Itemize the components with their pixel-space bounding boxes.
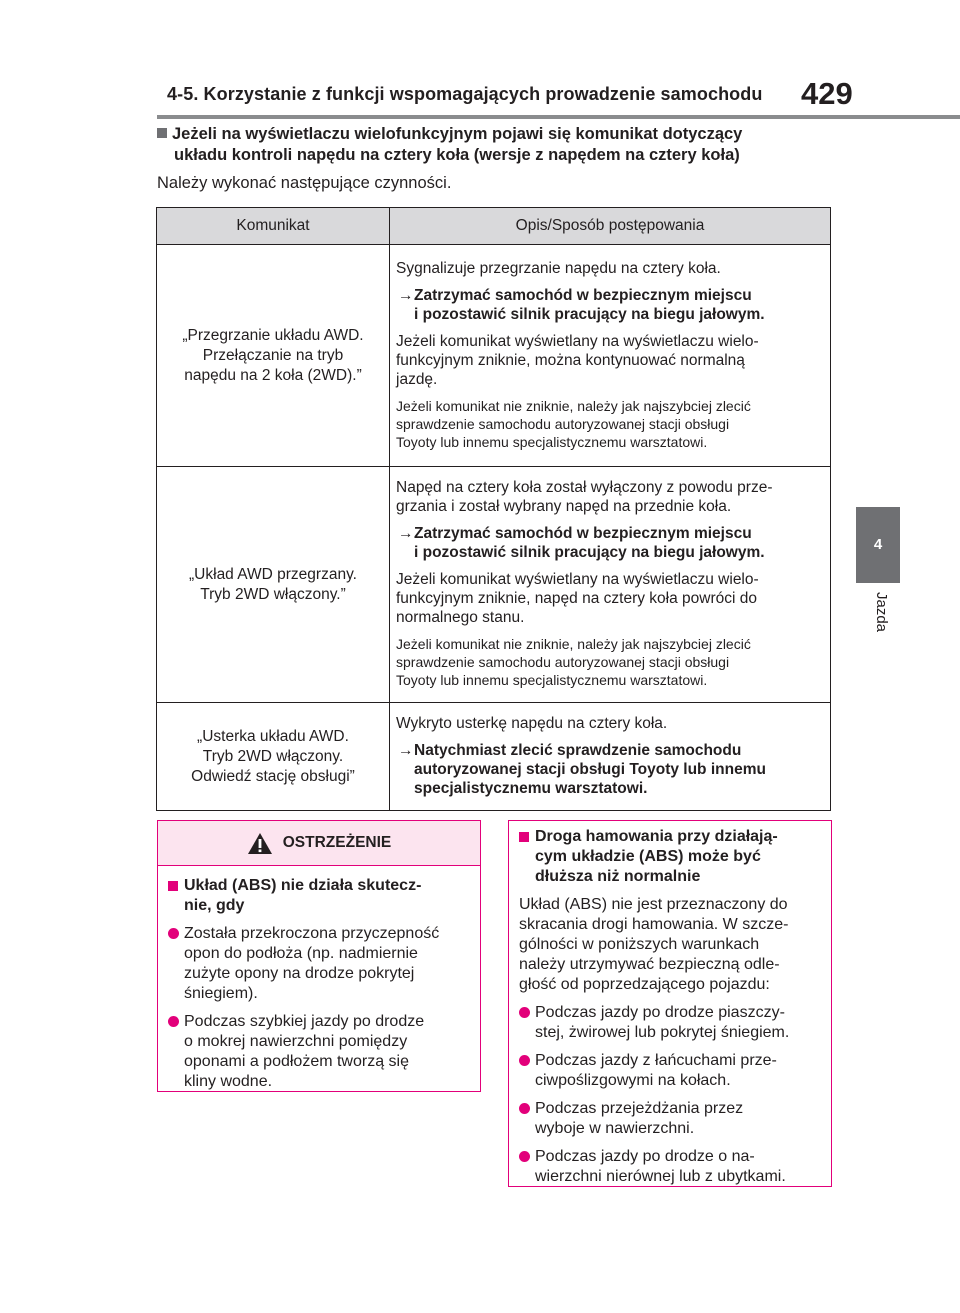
page-number: 429	[801, 76, 853, 111]
column-header-message: Komunikat	[157, 208, 390, 245]
info-text: Układ (ABS) nie jest przeznaczony do skracania drogi hamowania. W szcze- gólności w poniższych warunkach należy utrzymywać bezpieczną odle- głość od poprzedzającego pojazdu:	[519, 896, 789, 993]
chapter-title: 4-5. Korzystanie z funkcji wspomagających prowadzenie samochodu	[167, 84, 763, 104]
warning-title: OSTRZEŻENIE	[282, 834, 392, 851]
description-cell: Wykryto usterkę napędu na cztery koła. → Natychmiast zlecić sprawdzenie samochodu autoryzowanej stacji obsługi Toyoty lub innemu specjalistycznemu warsztatowi.	[390, 703, 831, 811]
message-cell: „Układ AWD przegrzany. Tryb 2WD włączony.”	[157, 467, 390, 703]
arrow-icon: →	[398, 286, 414, 304]
table-row	[157, 467, 831, 703]
bullet-dot-icon	[519, 1055, 530, 1066]
list-item: Podczas przejeżdżania przez wyboje w nawierzchni.	[519, 1099, 823, 1139]
column-header-description: Opis/Sposób postępowania	[390, 208, 831, 245]
bullet-dot-icon	[519, 1151, 530, 1162]
description-cell: Sygnalizuje przegrzanie napędu na cztery koła. → Zatrzymać samochód w bezpiecznym miejscu i pozostawić silnik pracujący na biegu jałowym. Jeżeli komunikat wyświetlany na wyświetlaczu wielo- funkcyjnym zniknie, można kontynuować normalną jazdę. Jeżeli komunikat nie zniknie, należy jak najszybciej zlecić sprawdzenie samochodu autoryzowanej stacji obsługi Toyoty lub innemu specjalistycznemu warsztatowi.	[390, 245, 831, 467]
list-item: Podczas jazdy z łańcuchami prze- ciwpoślizgowymi na kołach.	[519, 1051, 823, 1091]
chapter-tab-label: Jazda	[873, 592, 890, 633]
bullet-dot-icon	[519, 1103, 530, 1114]
header-divider	[157, 115, 960, 119]
warning-heading: Układ (ABS) nie działa skutecz- nie, gdy	[168, 876, 468, 916]
table-row	[157, 245, 831, 467]
list-item: Została przekroczona przyczepność opon do podłoża (np. nadmiernie zużyte opony na drodze pokrytej śniegiem).	[168, 924, 468, 1004]
action-instruction: → Zatrzymać samochód w bezpiecznym miejscu i pozostawić silnik pracujący na biegu jałowym.	[398, 286, 765, 323]
bullet-dot-icon	[168, 928, 179, 939]
description-cell: Napęd na cztery koła został wyłączony z powodu prze- grzania i został wybrany napęd na przednie koła. → Zatrzymać samochód w bezpiecznym miejscu i pozostawić silnik pracujący na biegu jałowym. Jeżeli komunikat wyświetlany na wyświetlaczu wielo- funkcyjnym zniknie, napęd na cztery koła powróci do normalnego stanu. Jeżeli komunikat nie zniknie, należy jak najszybciej zlecić sprawdzenie samochodu autoryzowanej stacji obsługi Toyoty lub innemu specjalistycznemu warsztatowi.	[390, 467, 831, 703]
section-heading: Jeżeli na wyświetlaczu wielofunkcyjnym pojawi się komunikat dotyczący układu kontroli napędu na cztery koła (wersje z napędem na cztery koła)	[157, 124, 837, 166]
table-header-row	[157, 208, 831, 245]
warning-header	[158, 821, 480, 866]
info-heading: Droga hamowania przy działają- cym układzie (ABS) może być dłuższa niż normalnie	[519, 827, 823, 887]
arrow-icon: →	[398, 525, 414, 542]
chapter-tab[interactable]: 4	[856, 507, 900, 583]
arrow-icon: →	[398, 741, 414, 759]
list-item: Podczas jazdy po drodze o na- wierzchni nierównej lub z ubytkami.	[519, 1147, 823, 1187]
info-box	[508, 820, 832, 1187]
bullet-dot-icon	[168, 1016, 179, 1027]
square-bullet-icon	[519, 832, 529, 842]
list-item: Podczas jazdy po drodze piaszczy- stej, żwirowej lub pokrytej śniegiem.	[519, 1003, 823, 1043]
list-item: Podczas szybkiej jazdy po drodze o mokrej nawierzchni pomiędzy oponami a podłożem tworzą się kliny wodne.	[168, 1012, 468, 1092]
square-bullet-icon	[157, 128, 167, 138]
warning-box	[157, 820, 481, 1092]
intro-text: Należy wykonać następujące czynności.	[157, 174, 452, 192]
action-instruction: → Natychmiast zlecić sprawdzenie samochodu autoryzowanej stacji obsługi Toyoty lub innemu specjalistycznemu warsztatowi.	[398, 741, 766, 797]
bullet-dot-icon	[519, 1007, 530, 1018]
message-cell: „Przegrzanie układu AWD. Przełączanie na tryb napędu na 2 koła (2WD).”	[157, 245, 390, 467]
warning-triangle-icon	[247, 832, 273, 855]
message-table	[156, 207, 831, 811]
square-bullet-icon	[168, 881, 178, 891]
table-row	[157, 703, 831, 811]
action-instruction: → Zatrzymać samochód w bezpiecznym miejscu i pozostawić silnik pracujący na biegu jałowym.	[398, 525, 765, 561]
message-cell: „Usterka układu AWD. Tryb 2WD włączony. Odwiedź stację obsługi”	[157, 703, 390, 811]
